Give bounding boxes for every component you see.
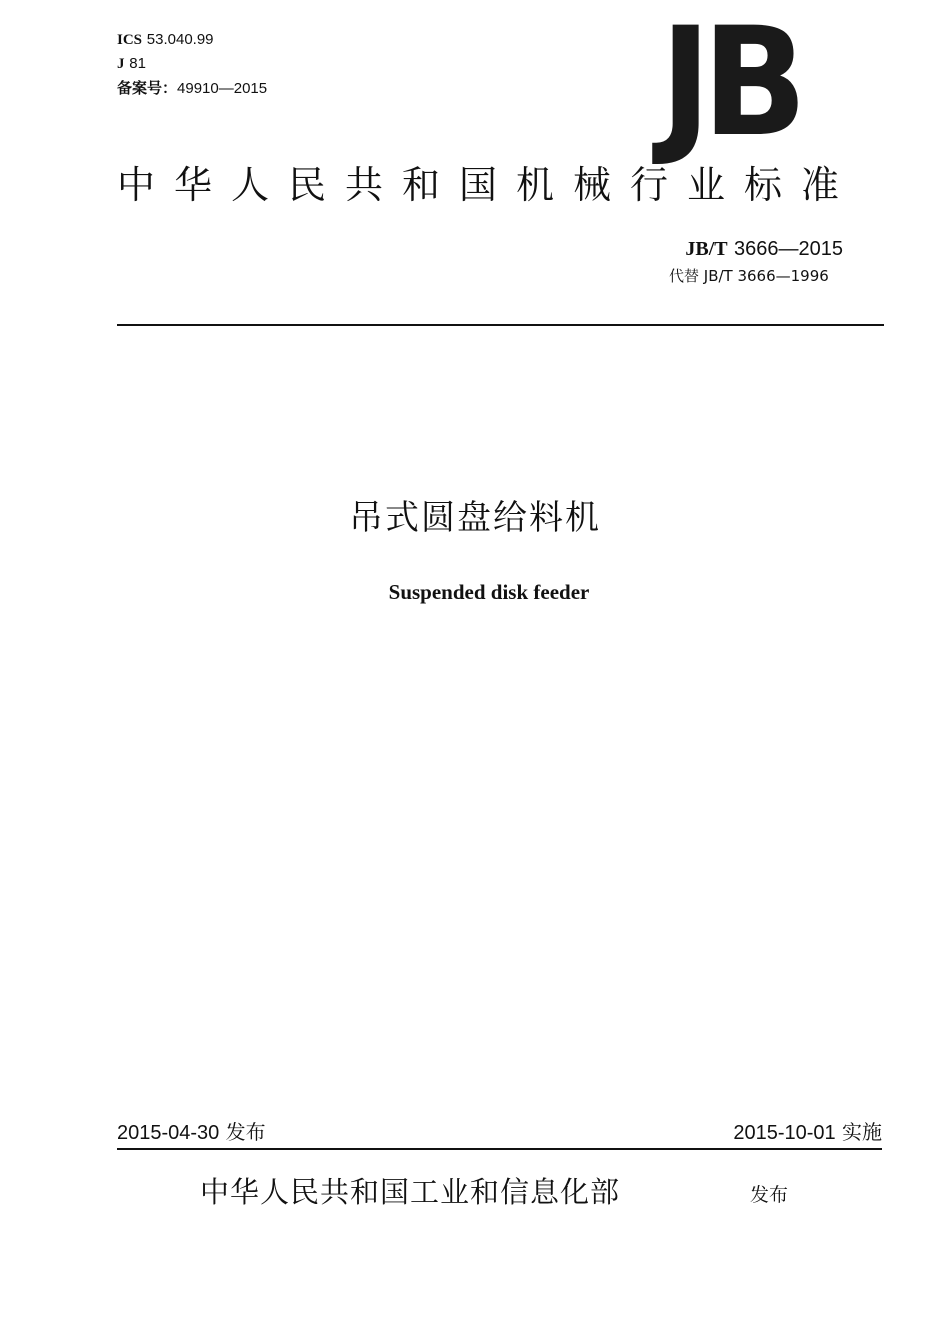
issue-date-line xyxy=(117,1119,266,1146)
jb-logo: JB xyxy=(660,0,799,170)
implement-label: 实施 xyxy=(842,1120,882,1144)
replaced-standard: 代替 JB/T 3666—1996 xyxy=(669,267,829,285)
record-label: 备案号： xyxy=(117,79,178,97)
implement-date-line xyxy=(733,1119,882,1146)
standard-number-value: 3666—2015 xyxy=(734,238,843,260)
bottom-divider xyxy=(117,1148,882,1150)
document-title-chinese: 吊式圆盘给料机 xyxy=(349,498,601,538)
ics-label: ICS xyxy=(117,32,143,48)
ics-code: 53.040.99 xyxy=(146,31,214,48)
record-number-line xyxy=(117,79,267,98)
implement-date: 2015-10-01 xyxy=(733,1122,836,1144)
standard-number-prefix: JB/T xyxy=(685,238,728,260)
issue-label: 发布 xyxy=(225,1120,266,1144)
ccs-label: J xyxy=(117,56,125,72)
standard-number xyxy=(685,236,843,261)
issue-date: 2015-04-30 xyxy=(117,1122,220,1144)
industry-standard-title: 中华人民共和国机械行业标准 xyxy=(117,163,859,207)
document-title-english: Suspended disk feeder xyxy=(388,580,590,604)
ccs-code-line xyxy=(117,54,146,73)
record-number: 49910—2015 xyxy=(177,80,268,97)
top-divider xyxy=(117,324,884,326)
publisher-name: 中华人民共和国工业和信息化部 xyxy=(200,1175,621,1209)
ccs-code: 81 xyxy=(129,55,146,72)
publisher-label: 发布 xyxy=(750,1184,789,1206)
ics-code-line xyxy=(117,30,214,49)
